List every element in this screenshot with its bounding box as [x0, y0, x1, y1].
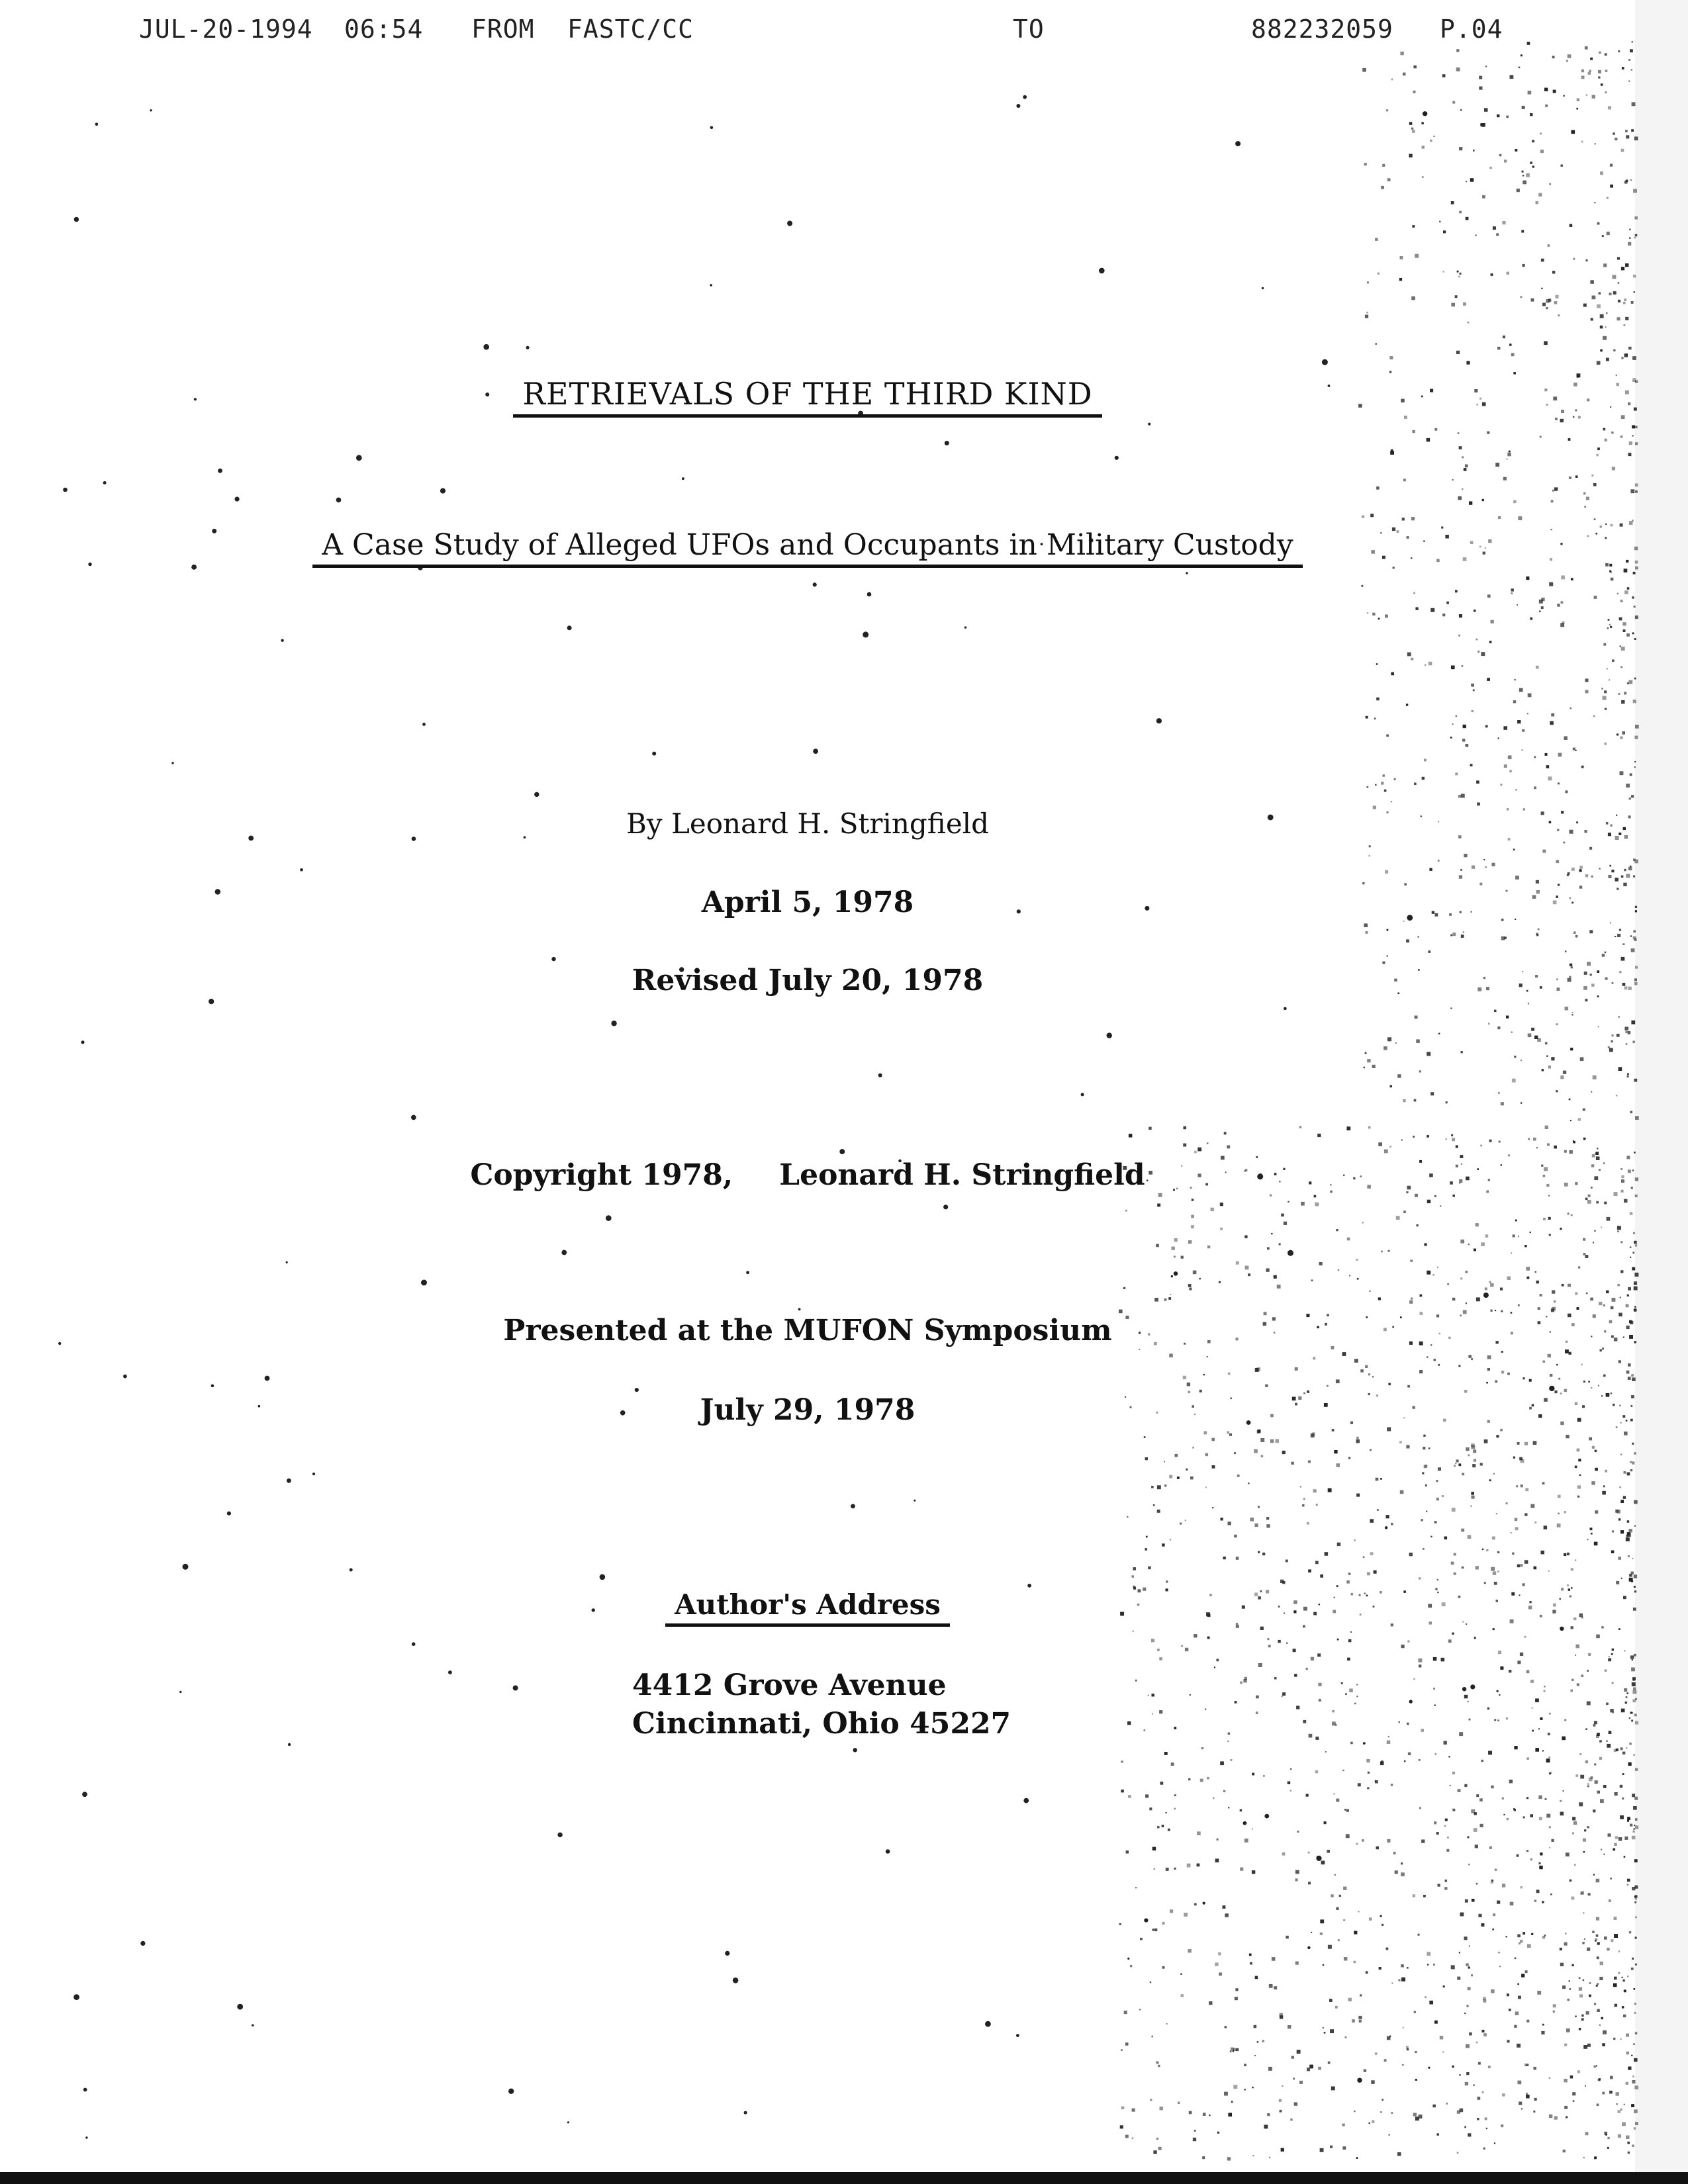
fax-header — [0, 15, 1688, 48]
fax-from: FASTC/CC — [567, 15, 694, 44]
fax-number: 882232059 — [1251, 15, 1393, 44]
presented-line: Presented at the MUFON Symposium — [503, 1314, 1112, 1347]
document-title-text: RETRIEVALS OF THE THIRD KIND — [513, 376, 1102, 418]
document-title — [0, 376, 1615, 418]
revised-date: Revised July 20, 1978 — [632, 964, 984, 997]
document-subtitle-text: A Case Study of Alleged UFOs and Occupants in Military Custody — [312, 528, 1302, 568]
fax-date: JUL-20-1994 — [139, 15, 313, 44]
fax-from-label: FROM — [471, 15, 535, 44]
fax-to-label: TO — [1013, 15, 1045, 44]
fax-page: P.04 — [1440, 15, 1503, 44]
fax-time: 06:54 — [344, 15, 424, 44]
document-subtitle — [0, 528, 1615, 568]
bottom-border — [0, 2172, 1688, 2184]
presented-date: July 29, 1978 — [700, 1393, 915, 1427]
copyright-label: Copyright 1978, — [470, 1158, 733, 1192]
address-heading-text: Author's Address — [665, 1588, 950, 1627]
address-line-1: 4412 Grove Avenue — [632, 1668, 947, 1702]
copyright-holder: Leonard H. Stringfield — [779, 1158, 1145, 1192]
document-date: April 5, 1978 — [701, 886, 914, 919]
byline: By Leonard H. Stringfield — [626, 807, 989, 840]
address-heading — [0, 1588, 1615, 1627]
address-line-2: Cincinnati, Ohio 45227 — [632, 1707, 1011, 1741]
copyright-line — [0, 1158, 1615, 1192]
author-address — [632, 1666, 1011, 1743]
